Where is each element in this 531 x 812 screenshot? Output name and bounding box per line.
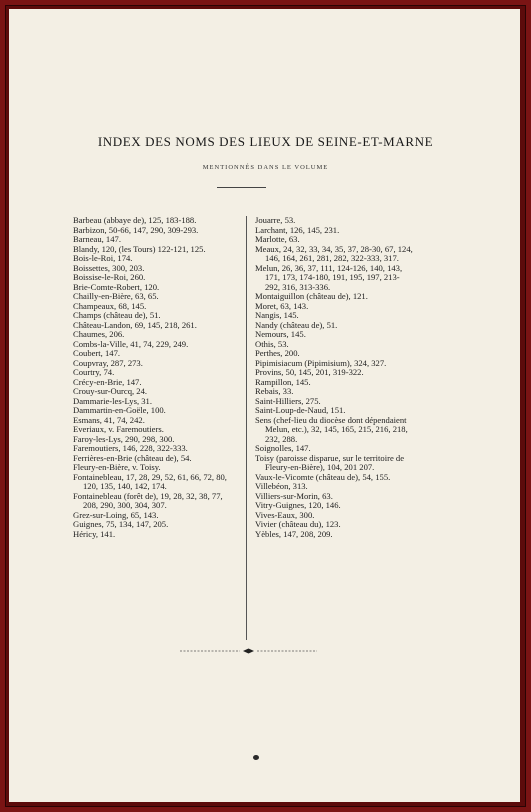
index-entry: Nemours, 145. xyxy=(255,329,306,339)
index-entry: Vitry-Guignes, 120, 146. xyxy=(255,500,341,510)
index-entry: Faremoutiers, 146, 228, 322-333. xyxy=(73,443,188,453)
index-entry: Boissise-le-Roi, 260. xyxy=(73,272,146,282)
index-entry: Guignes, 75, 134, 147, 205. xyxy=(73,519,169,529)
index-entry: Fontainebleau (forêt de), 19, 28, 32, 38, 77, 208, 290, 300, 304, 307. xyxy=(73,490,223,510)
index-subtitle: MENTIONNÉS DANS LE VOLUME xyxy=(202,164,329,171)
index-entry: Nandy (château de), 51. xyxy=(255,319,338,330)
index-entry: Boissettes, 300, 203. xyxy=(73,262,145,273)
index-entry: Chaumes, 206. xyxy=(73,329,125,339)
index-entry: Bois-le-Roi, 174. xyxy=(73,253,133,263)
index-entry: Crouy-sur-Ourcq, 24. xyxy=(73,386,148,396)
page-dot xyxy=(253,755,259,760)
index-entry: Larchant, 126, 145, 231. xyxy=(255,224,340,235)
index-column-right xyxy=(255,216,413,539)
index-entry: Yèbles, 147, 208, 209. xyxy=(255,528,333,539)
index-entry: Fleury-en-Bière, v. Toisy. xyxy=(73,462,161,472)
index-entry: Dammarie-les-Lys, 31. xyxy=(73,395,152,406)
index-entry: Vivier (château du), 123. xyxy=(255,519,341,529)
index-entry: Perthes, 200. xyxy=(255,348,300,358)
index-entry: Villiers-sur-Morin, 63. xyxy=(255,490,333,501)
index-entry: Courtry, 74. xyxy=(73,367,115,377)
index-entry: Coupvray, 287, 273. xyxy=(73,357,143,368)
index-entry: Saint-Loup-de-Naud, 151. xyxy=(255,405,346,415)
index-entry: Coubert, 147. xyxy=(73,348,121,358)
index-entry: Marlotte, 63. xyxy=(255,234,300,244)
index-entry: Brie-Comte-Robert, 120. xyxy=(73,281,160,292)
index-entry: Champs (château de), 51. xyxy=(73,310,161,320)
closing-ornament xyxy=(180,648,317,654)
index-entry: Jouarre, 53. xyxy=(255,215,296,225)
index-entry: Vives-Eaux, 300. xyxy=(255,509,315,520)
index-entry: Héricy, 141. xyxy=(73,528,116,539)
index-entry: Faroy-les-Lys, 290, 298, 300. xyxy=(73,433,175,444)
index-entry: Barneau, 147. xyxy=(73,234,121,244)
index-entry: Nangis, 145. xyxy=(255,310,299,320)
index-entry: Everiaux, v. Faremoutiers. xyxy=(73,424,164,434)
index-entry: Fontainebleau, 17, 28, 29, 52, 61, 66, 72, 80, 120, 135, 140, 142, 174. xyxy=(73,471,227,491)
index-entry: Montaiguillon (château de), 121. xyxy=(255,291,368,301)
index-entry: Combs-la-Ville, 41, 74, 229, 249. xyxy=(73,338,189,349)
index-column-left xyxy=(73,216,238,539)
index-entry: Rebais, 33. xyxy=(255,386,294,396)
index-entry: Grez-sur-Loing, 65, 143. xyxy=(73,509,159,520)
index-entry: Pipimisiacum (Pipimisium), 324, 327. xyxy=(255,357,387,368)
index-entry: Blandy, 120, (les Tours) 122-121, 125. xyxy=(73,243,206,254)
index-title: INDEX DES NOMS DES LIEUX DE SEINE-ET-MARNE xyxy=(97,134,434,149)
index-entry: Champeaux, 68, 145. xyxy=(73,300,147,311)
index-entry: Ferrières-en-Brie (château de), 54. xyxy=(73,452,192,463)
index-entry: Toisy (paroisse disparue, sur le territoire de Fleury-en-Bière), 104, 201 207. xyxy=(255,452,405,472)
index-entry: Barbeau (abbaye de), 125, 183-188. xyxy=(73,215,197,225)
index-entry: Saint-Hilliers, 275. xyxy=(255,395,321,406)
index-entry: Soignolles, 147. xyxy=(255,443,311,453)
index-entry: Provins, 50, 145, 201, 319-322. xyxy=(255,367,364,377)
index-entry: Othis, 53. xyxy=(255,338,289,349)
index-entry: Rampillon, 145. xyxy=(255,376,311,387)
index-entry: Sens (chef-lieu du diocèse dont dépendaient Melun, etc.), 32, 145, 165, 215, 216, 218, 232, 288. xyxy=(255,414,408,444)
index-entry: Barbizon, 50-66, 147, 290, 309-293. xyxy=(73,224,199,235)
index-entry: Meaux, 24, 32, 33, 34, 35, 37, 28-30, 67, 124, 146, 164, 261, 281, 282, 322-333, 317. xyxy=(255,243,413,263)
index-entry: Villebéon, 313. xyxy=(255,481,308,491)
index-entry: Crécy-en-Brie, 147. xyxy=(73,376,142,387)
index-entry: Esmans, 41, 74, 242. xyxy=(73,414,145,425)
index-entry: Vaux-le-Vicomte (château de), 54, 155. xyxy=(255,471,391,482)
index-entry: Moret, 63, 143. xyxy=(255,300,309,311)
column-divider xyxy=(246,216,247,640)
index-entry: Château-Landon, 69, 145, 218, 261. xyxy=(73,319,197,330)
index-entry: Dammartin-en-Goële, 100. xyxy=(73,405,166,415)
index-entry: Chailly-en-Bière, 63, 65. xyxy=(73,291,159,301)
title-rule xyxy=(217,187,266,188)
index-entry: Melun, 26, 36, 37, 111, 124-126, 140, 143, 171, 173, 174-180, 191, 195, 197, 213-292, 316, 313-336. xyxy=(255,262,403,292)
